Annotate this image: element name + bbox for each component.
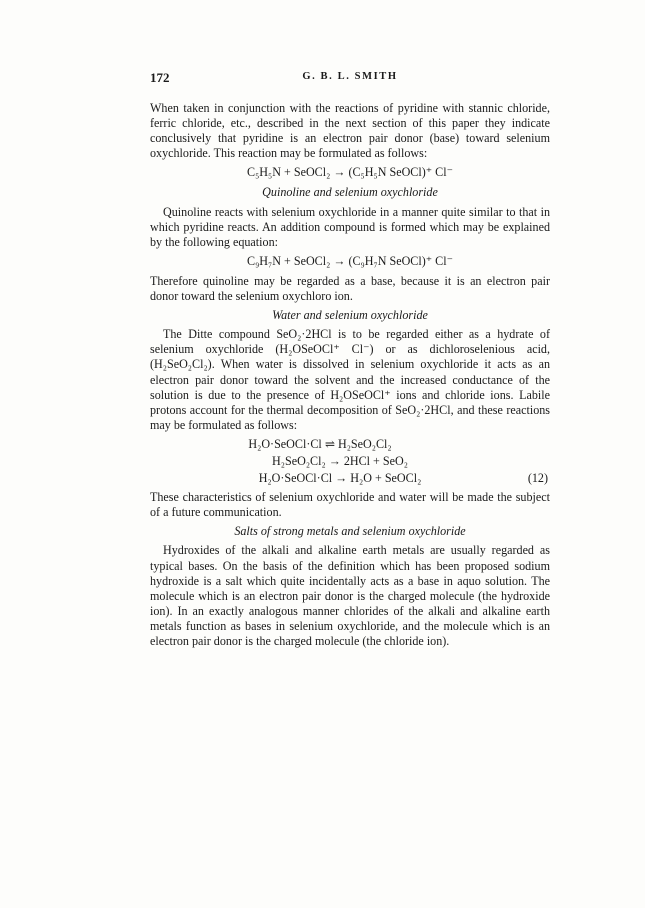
paragraph: Therefore quinoline may be regarded as a base, because it is an electron pair donor toward the selenium oxychloro ion. — [150, 273, 550, 304]
equation: H₂O·SeOCl·Cl ⇌ H₂SeO₂Cl₂ — [248, 436, 392, 451]
page-header — [150, 70, 550, 86]
equation-number: (12) — [527, 471, 548, 486]
running-head: G. B. L. SMITH — [302, 71, 398, 82]
equation: C₅H₅N + SeOCl₂ → (C₅H₅N SeOCl)⁺ Cl⁻ — [247, 165, 453, 180]
body-text — [150, 101, 550, 649]
paragraph: The Ditte compound SeO₂·2HCl is to be regarded either as a hydrate of selenium oxychloride (H₂OSeOCl⁺ Cl⁻) or as dichloroselenious acid, (H₂SeO₂Cl₂). When water is dissolved in selenium oxychloride it acts as an electron pair donor toward the solvent and the increased conductance of the solution is due to the presence of H₂OSeOCl⁺ ions and chloride ions. Labile protons account for the thermal decomposition of SeO₂·2HCl, and these reactions may be formulated as follows: — [150, 327, 550, 432]
equation: H₂O·SeOCl·Cl → H₂O + SeOCl₂ — [258, 471, 422, 486]
paragraph: Hydroxides of the alkali and alkaline earth metals are usually regarded as typical bases. On the basis of the definition which has been proposed sodium hydroxide is a salt which quite incidentally acts as a base in aquo solution. The molecule which is an electron pair donor is the charged molecule (the hydroxide ion). In an exactly analogous manner chlorides of the alkali and alkaline earth metals function as bases in selenium oxychloride, and the molecule which is an electron pair donor is the charged molecule (the chloride ion). — [150, 543, 550, 648]
paragraph: These characteristics of selenium oxychloride and water will be made the subject of a future communication. — [150, 490, 550, 520]
page-number: 172 — [150, 70, 170, 85]
equation-block — [150, 437, 550, 486]
section-heading: Quinoline and selenium oxychloride — [262, 185, 438, 200]
equation: C₉H₇N + SeOCl₂ → (C₉H₇N SeOCl)⁺ Cl⁻ — [247, 253, 453, 268]
section-heading: Salts of strong metals and selenium oxychloride — [234, 524, 466, 539]
section-heading: Water and selenium oxychloride — [272, 308, 428, 323]
equation-numbered — [150, 471, 550, 486]
paragraph: Quinoline reacts with selenium oxychloride in a manner quite similar to that in which pyridine reacts. An addition compound is formed which may be explained by the following equation: — [150, 204, 550, 249]
paragraph: When taken in conjunction with the reactions of pyridine with stannic chloride, ferric chloride, etc., described in the next section of this paper they indicate conclusively that pyridine is an electron pair donor (base) toward selenium oxychloride. This reaction may be formulated as follows: — [150, 101, 550, 161]
equation: H₂SeO₂Cl₂ → 2HCl + SeO₂ — [272, 453, 408, 468]
